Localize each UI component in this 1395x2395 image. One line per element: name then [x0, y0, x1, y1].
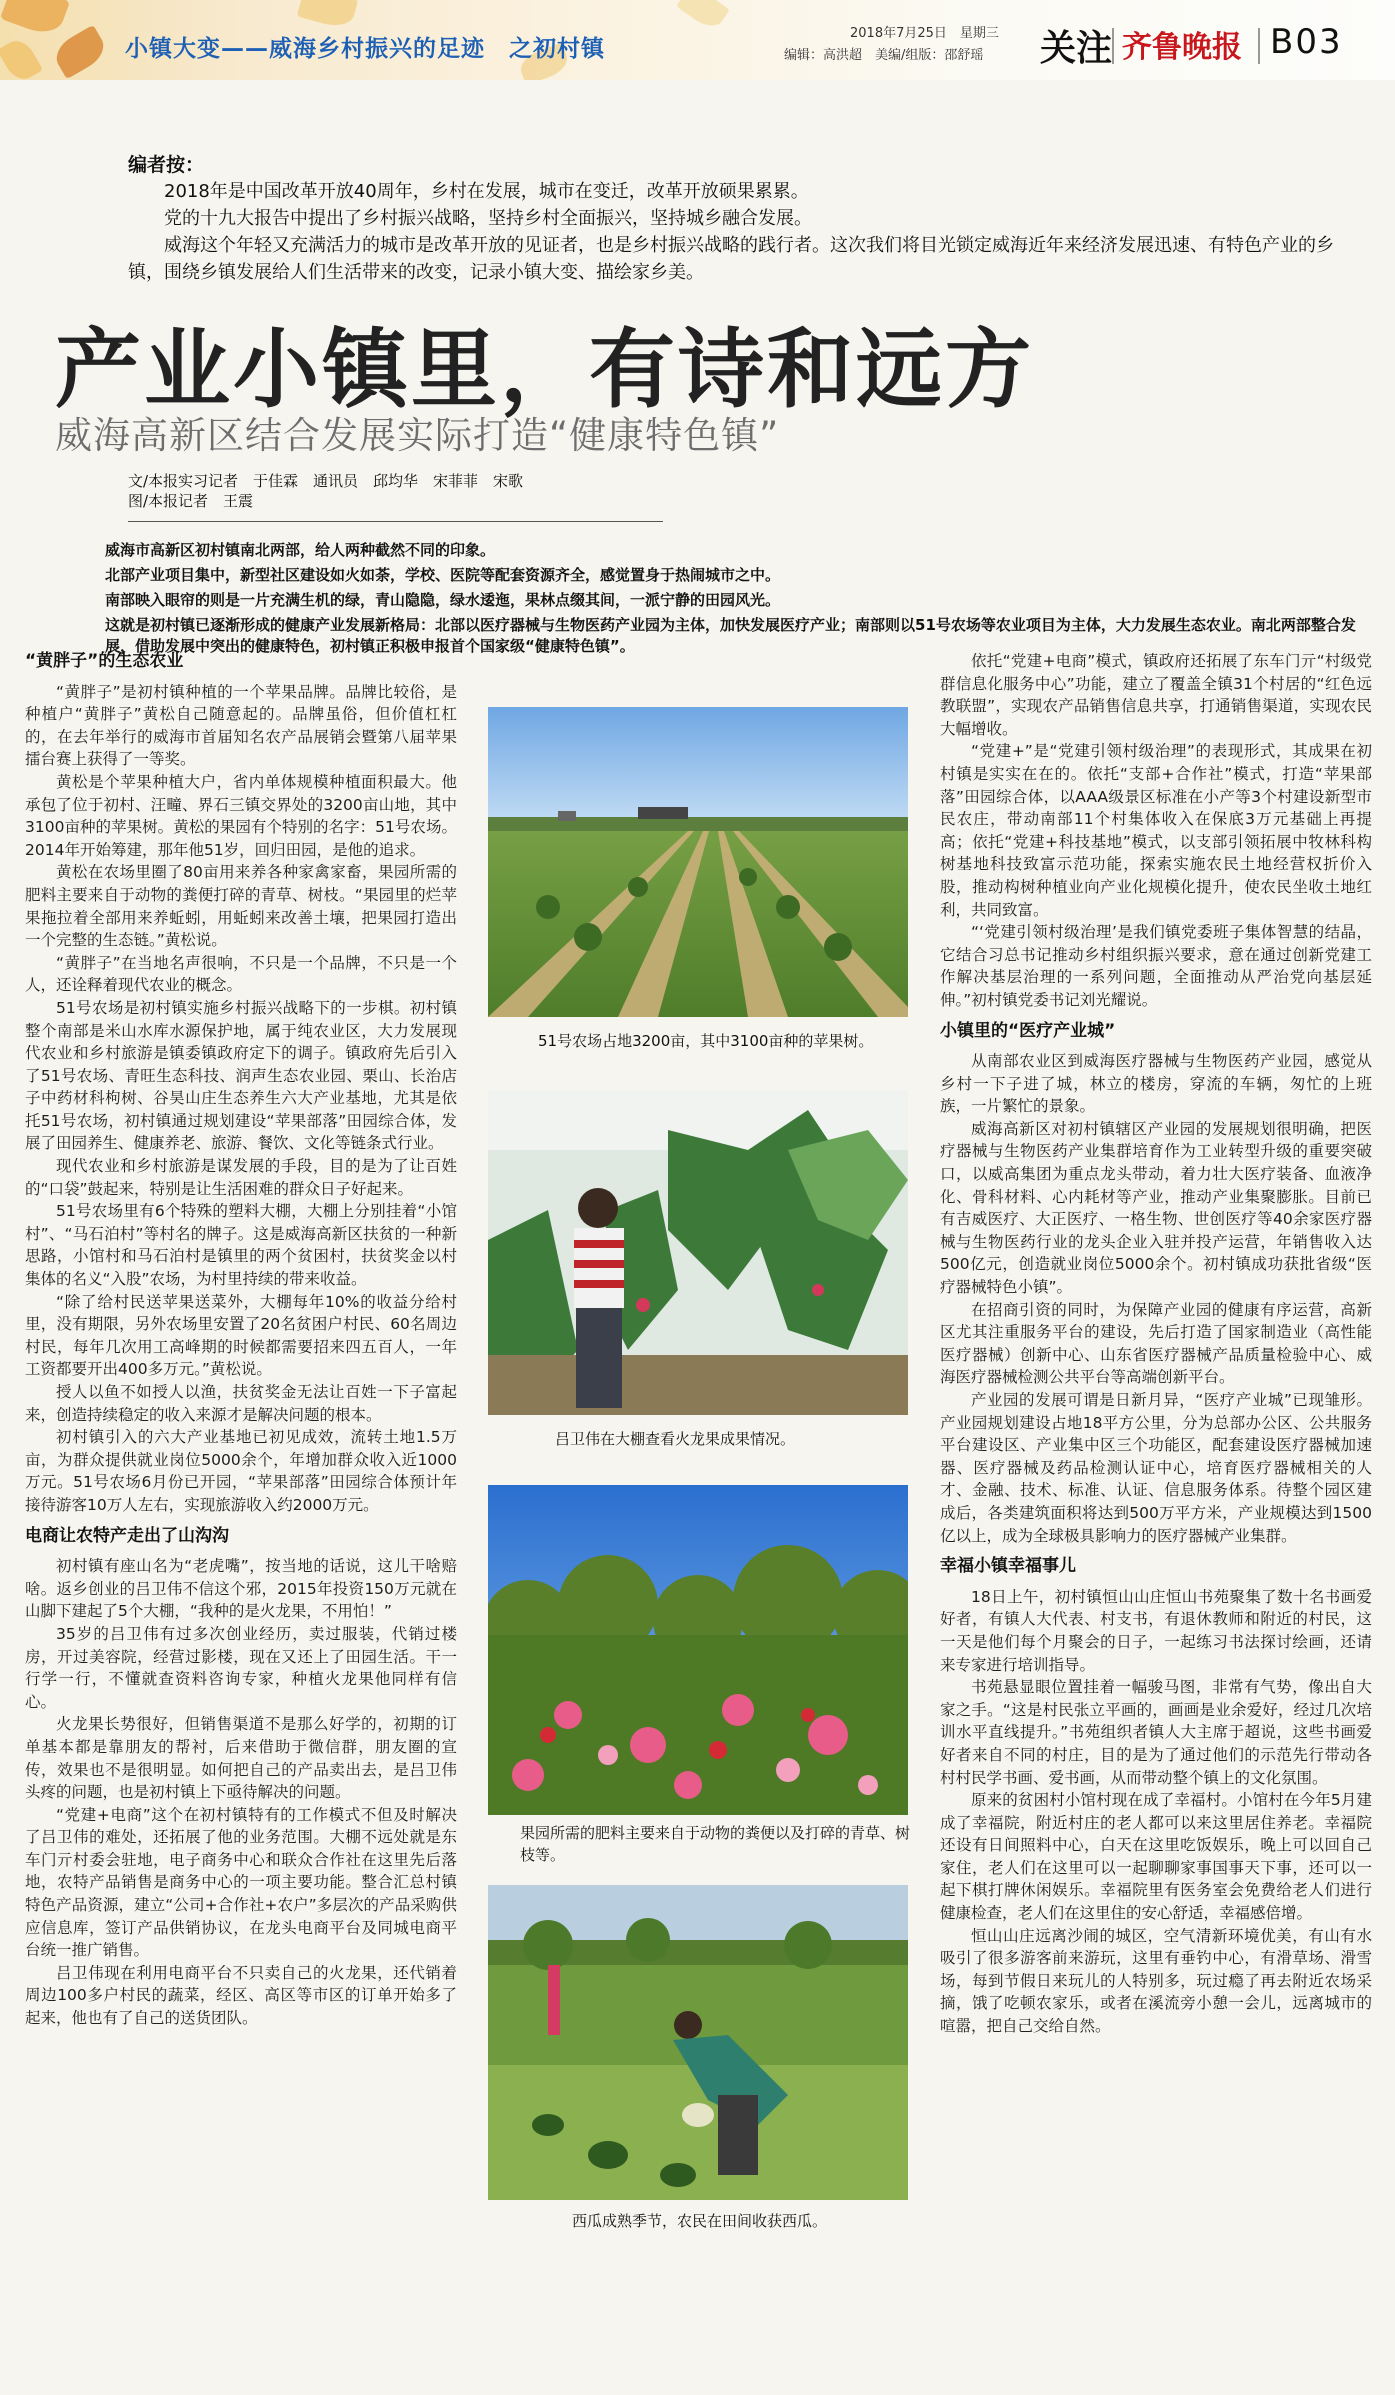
article-headline: 产业小镇里，有诗和远方: [55, 320, 1034, 420]
section-heading: “黄胖子”的生态农业: [25, 651, 184, 671]
body-paragraph: 黄松在农场里圈了80亩用来养各种家禽家畜，果园所需的肥料主要来自于动物的粪便打碎的青草、树枝。“果园里的烂苹果拖拉着全部用来养蚯蚓，用蚯蚓来改善土壤，把果园打造出一个完整的生态链。”黄松说。: [25, 863, 457, 950]
lead-paragraph: 南部映入眼帘的则是一片充满生机的绿，青山隐隐，绿水逶迤，果林点缀其间，一派宁静的田园风光。: [105, 591, 781, 609]
newspaper-logo: 齐鲁晚报: [1122, 30, 1242, 65]
article-column-right: [940, 650, 1372, 2380]
body-paragraph: “黄胖子”在当地名声很响，不只是一个品牌，不只是一个人，还诠释着现代农业的概念。: [25, 953, 457, 995]
autumn-leaf-decoration: [0, 0, 70, 39]
editor-note-paragraph: 2018年是中国改革开放40周年，乡村在发展，城市在变迁，改革开放硕果累累。: [164, 181, 809, 202]
body-paragraph: “‘党建引领村级治理’是我们镇党委班子集体智慧的结晶，它结合习总书记推动乡村组织振兴要求，意在通过创新党建工作解决基层治理的一系列问题，全面推动从严治党向基层延伸。”初村镇党委书记刘光耀说。: [940, 923, 1372, 1009]
editor-note-label: 编者按：: [128, 154, 205, 176]
section-heading: 幸福小镇幸福事儿: [940, 1556, 1076, 1577]
body-paragraph: 火龙果长势很好，但销售渠道不是那么好学的，初期的订单基本都是靠朋友的帮衬，后来借助于微信群，朋友圈的宣传，效果也不是很明显。如何把自己的产品卖出去，是吕卫伟头疼的问题，也是初村镇上下亟待解决的问题。: [25, 1715, 457, 1802]
body-paragraph: 依托“党建+电商”模式，镇政府还拓展了东车门亓“村级党群信息化服务中心”功能，建立了覆盖全镇31个村居的“红色远教联盟”，实现农产品销售信息共享，打通销售渠道，实现农民大幅增收。: [940, 652, 1372, 738]
section-name: 关注: [1040, 28, 1113, 69]
byline-text: 文/本报实习记者 于佳霖 通讯员 邱均华 宋菲菲 宋歌: [128, 472, 524, 490]
body-paragraph: 初村镇引入的六大产业基地已初见成效，流转土地1.5万亩，为群众提供就业岗位5000余个，年增加群众收入近1000万元。51号农场6月份已开园，“苹果部落”田园综合体预计年接待游客10万人左右，实现旅游收入约2000万元。: [25, 1428, 457, 1514]
editor-credits: 编辑：高洪超 美编/组版：邵舒瑶: [784, 48, 984, 63]
byline-photo: 图/本报记者 王震: [128, 492, 254, 510]
photo-peony-orchard: [488, 1485, 908, 1815]
autumn-leaf-decoration: [0, 35, 43, 80]
body-paragraph: 35岁的吕卫伟有过多次创业经历，卖过服装，代销过楼房，开过美容院，经营过影楼，现在又还上了田园生活。干一行学一行，不懂就查资料咨询专家，种植火龙果他同样有信心。: [25, 1624, 457, 1711]
body-paragraph: 现代农业和乡村旅游是谋发展的手段，目的是为了让百姓的“口袋”鼓起来，特别是让生活困难的群众日子好起来。: [25, 1157, 457, 1198]
body-paragraph: 授人以鱼不如授人以渔，扶贫奖金无法让百姓一下子富起来，创造持续稳定的收入来源才是解决问题的根本。: [25, 1383, 457, 1424]
flowers-image: [488, 1485, 908, 1815]
orchard-image: [488, 707, 908, 1017]
photo-watermelon-harvest: [488, 1885, 908, 2200]
body-paragraph: 51号农场是初村镇实施乡村振兴战略下的一步棋。初村镇整个南部是米山水库水源保护地，属于纯农业区，大力发展现代农业和乡村旅游是镇委镇政府定下的调子。镇政府先后引入了51号农场、青旺生态科技、润声生态农业园、栗山、长治店子中药材科枸树、谷昊山庄生态养生六大产业基地，尤其是依托51号农场，初村镇通过规划建设“苹果部落”田园综合体，发展了田园养生、健康养老、旅游、餐饮、文化等链条式行业。: [25, 998, 457, 1153]
autumn-leaf-decoration: [50, 25, 110, 79]
photo-caption: 西瓜成熟季节，农民在田间收获西瓜。: [572, 2212, 828, 2230]
body-paragraph: 18日上午，初村镇恒山山庄恒山书苑聚集了数十名书画爱好者，有镇人大代表、村支书，有退休教师和附近的村民，这一天是他们每个月聚会的日子，一起练习书法探讨绘画，还请来专家进行培训指导。: [940, 1587, 1372, 1674]
greenhouse-image: [488, 1090, 908, 1415]
body-paragraph: 威海高新区对初村镇辖区产业园的发展规划很明确，把医疗器械与生物医药产业集群培育作为工业转型升级的重要突破口，以威高集团为重点龙头带动，着力壮大医疗装备、血液净化、骨科材料、心内耗材等产业，推动产业集聚膨胀。目前已有吉威医疗、大正医疗、一格生物、世创医疗等40余家医疗器械与生物医药行业的龙头企业入驻并投产运营，年销售收入达500亿元，创造就业岗位5000余个。初村镇成功获批省级“医疗器械特色小镇”。: [940, 1119, 1372, 1297]
body-paragraph: 书苑悬显眼位置挂着一幅骏马图，非常有气势，像出自大家之手。“这是村民张立平画的，画画是业余爱好，经过几次培训水平直线提升。”书苑组织者镇人大主席于超说，这些书画爱好者来自不同的村庄，目的是为了通过他们的示范先行带动各村村民学书画、爱书画，从而带动整个镇上的文化氛围。: [940, 1678, 1372, 1787]
editor-note-paragraph: 威海这个年轻又充满活力的城市是改革开放的见证者，也是乡村振兴战略的践行者。这次我们将目光锁定威海近年来经济发展迅速、有特色产业的乡镇，围绕乡镇发展给人们生活带来的改变，记录小镇大变、描绘家乡美。: [128, 235, 1334, 283]
byline-rule: [128, 521, 663, 522]
article-subheadline: 威海高新区结合发展实际打造“健康特色镇”: [55, 414, 780, 457]
body-paragraph: 51号农场里有6个特殊的塑料大棚，大棚上分别挂着“小馆村”、“马石泊村”等村名的牌子。这是威海高新区扶贫的一种新思路，小馆村和马石泊村是镇里的两个贫困村，扶贫奖金以村集体的名义“入股”农场，为村里持续的带来收益。: [25, 1202, 457, 1289]
header-divider: [1258, 28, 1260, 64]
autumn-leaf-decoration: [676, 0, 730, 33]
series-title: 小镇大变——威海乡村振兴的足迹 之初村镇: [125, 36, 605, 62]
article-column-left: [25, 650, 457, 2380]
section-heading: 小镇里的“医疗产业城”: [940, 1020, 1116, 1041]
body-paragraph: “党建+电商”这个在初村镇特有的工作模式不但及时解决了吕卫伟的难处，还拓展了他的业务范围。大棚不远处就是东车门亓村委会驻地，电子商务中心和联众合作社在这里先后落地，农特产品销售是商务中心的一项主要功能。整合汇总村镇特色产品资源，建立“公司+合作社+农户”多层次的产品采购供应信息库，签订产品供销协议，在龙头电商平台及同城电商平台统一推广销售。: [25, 1805, 457, 1960]
header-divider: [1112, 28, 1114, 64]
body-paragraph: 恒山山庄远离沙闹的城区，空气清新环境优美，有山有水吸引了很多游客前来游玩，这里有垂钓中心，有滑草场、滑雪场，每到节假日来玩儿的人特别多，玩过瘾了再去附近农场采摘，饿了吃顿农家乐，或者在溪流旁小憩一会儿，远离城市的喧嚣，把自己交给自然。: [940, 1926, 1372, 2036]
body-paragraph: “黄胖子”是初村镇种植的一个苹果品牌。品牌比较俗，是种植户“黄胖子”黄松自己随意起的。品牌虽俗，但价值杠杠的，在去年举行的威海市首届知名农产品展销会暨第八届苹果擂台赛上获得了一等奖。: [25, 682, 457, 769]
body-paragraph: “党建+”是“党建引领村级治理”的表现形式，其成果在初村镇是实实在在的。依托“支部+合作社”模式，打造“苹果部落”田园综合体，以AAA级景区标准在小产等3个村建设新型市民农庄，带动南部11个村集体收入在保底3万元基础上再提高；依托“党建+科技基地”模式，以支部引领拓展中牧林科构树基地科技致富示范功能，探索实施农民土地经营权折价入股，推动构树种植业向产业化规模化提升，使农民坐收土地红利，共同致富。: [940, 742, 1372, 919]
body-paragraph: 吕卫伟现在利用电商平台不只卖自己的火龙果，还代销着周边100多户村民的蔬菜，经区、高区等市区的订单开始多了起来，他也有了自己的送货团队。: [25, 1963, 457, 2028]
body-paragraph: 在招商引资的同时，为保障产业园的健康有序运营，高新区尤其注重服务平台的建设，先后打造了国家制造业（高性能医疗器械）创新中心、山东省医疗器械产品质量检验中心、威海医疗器械检测公共平台等高端创新平台。: [940, 1300, 1372, 1387]
page-number: B03: [1270, 22, 1343, 62]
body-paragraph: 从南部农业区到威海医疗器械与生物医药产业园，感觉从乡村一下子进了城，林立的楼房，穿流的车辆，匆忙的上班族，一片繁忙的景象。: [940, 1052, 1372, 1116]
photo-apple-orchard: [488, 707, 908, 1017]
photo-caption: 吕卫伟在大棚查看火龙果成果情况。: [555, 1430, 796, 1448]
lead-paragraph: 北部产业项目集中，新型社区建设如火如荼，学校、医院等配套资源齐全，感觉置身于热闹城市之中。: [105, 566, 781, 584]
lead-paragraph: 威海市高新区初村镇南北两部，给人两种截然不同的印象。: [105, 541, 496, 559]
body-paragraph: 原来的贫困村小馆村现在成了幸福村。小馆村在今年5月建成了幸福院，附近村庄的老人都可以来这里居住养老。幸福院还设有日间照料中心，白天在这里吃饭娱乐，晚上可以回自己家住，老人们在这里可以一起聊聊家事国事天下事，还可以一起下棋打牌休闲娱乐。幸福院里有医务室会免费给老人们进行健康检查，老人们在这里住的安心舒适，幸福感倍增。: [940, 1791, 1372, 1923]
photo-caption: 果园所需的肥料主要来自于动物的粪便以及打碎的青草、树枝等。: [520, 1824, 911, 1864]
photo-caption: 51号农场占地3200亩，其中3100亩种的苹果树。: [538, 1032, 874, 1050]
photo-dragon-fruit: [488, 1090, 908, 1415]
issue-date: 2018年7月25日 星期三: [850, 26, 999, 41]
autumn-leaf-decoration: [297, 0, 358, 31]
body-paragraph: 初村镇有座山名为“老虎嘴”，按当地的话说，这儿干啥赔啥。返乡创业的吕卫伟不信这个邪，2015年投资150万元就在山脚下建起了5个大棚，“我种的是火龙果，不用怕！”: [25, 1557, 457, 1621]
section-heading: 电商让农特产走出了山沟沟: [25, 1525, 229, 1546]
body-paragraph: “除了给村民送苹果送菜外，大棚每年10%的收益分给村里，没有期限，另外农场里安置了20名贫困户村民、60名周边村民，每年几次用工高峰期的时候都需要招来四五百人，一年工资都要开出400多万元。”黄松说。: [25, 1292, 457, 1379]
editor-note-paragraph: 党的十九大报告中提出了乡村振兴战略，坚持乡村全面振兴，坚持城乡融合发展。: [164, 208, 812, 229]
lead-paragraph: 这就是初村镇已逐渐形成的健康产业发展新格局：北部以医疗器械与生物医药产业园为主体，加快发展医疗产业；南部则以51号农场等农业项目为主体，大力发展生态农业。南北两部整合发展，借助发展中突出的健康特色，初村镇正积极申报首个国家级“健康特色镇”。: [105, 616, 1356, 655]
body-paragraph: 黄松是个苹果种植大户，省内单体规模种植面积最大。他承包了位于初村、汪疃、界石三镇交界处的3200亩山地，其中3100亩种的苹果树。黄松的果园有个特别的名字：51号农场。2014年开始筹建，那年他51岁，回归田园，是他的追求。: [25, 772, 457, 859]
body-paragraph: 产业园的发展可谓是日新月异，“医疗产业城”已现雏形。产业园规划建设占地18平方公里，分为总部办公区、公共服务平台建设区、产业集中区三个功能区，配套建设医疗器械加速器、医疗器械及药品检测认证中心，培育医疗器械相关的人才、金融、技术、标准、认证、信息服务体系。待整个园区建成后，各类建筑面积将达到500万平方米，产业规模达到1500亿以上，成为全球极具影响力的医疗器械产业集群。: [940, 1391, 1372, 1545]
harvest-image: [488, 1885, 908, 2200]
